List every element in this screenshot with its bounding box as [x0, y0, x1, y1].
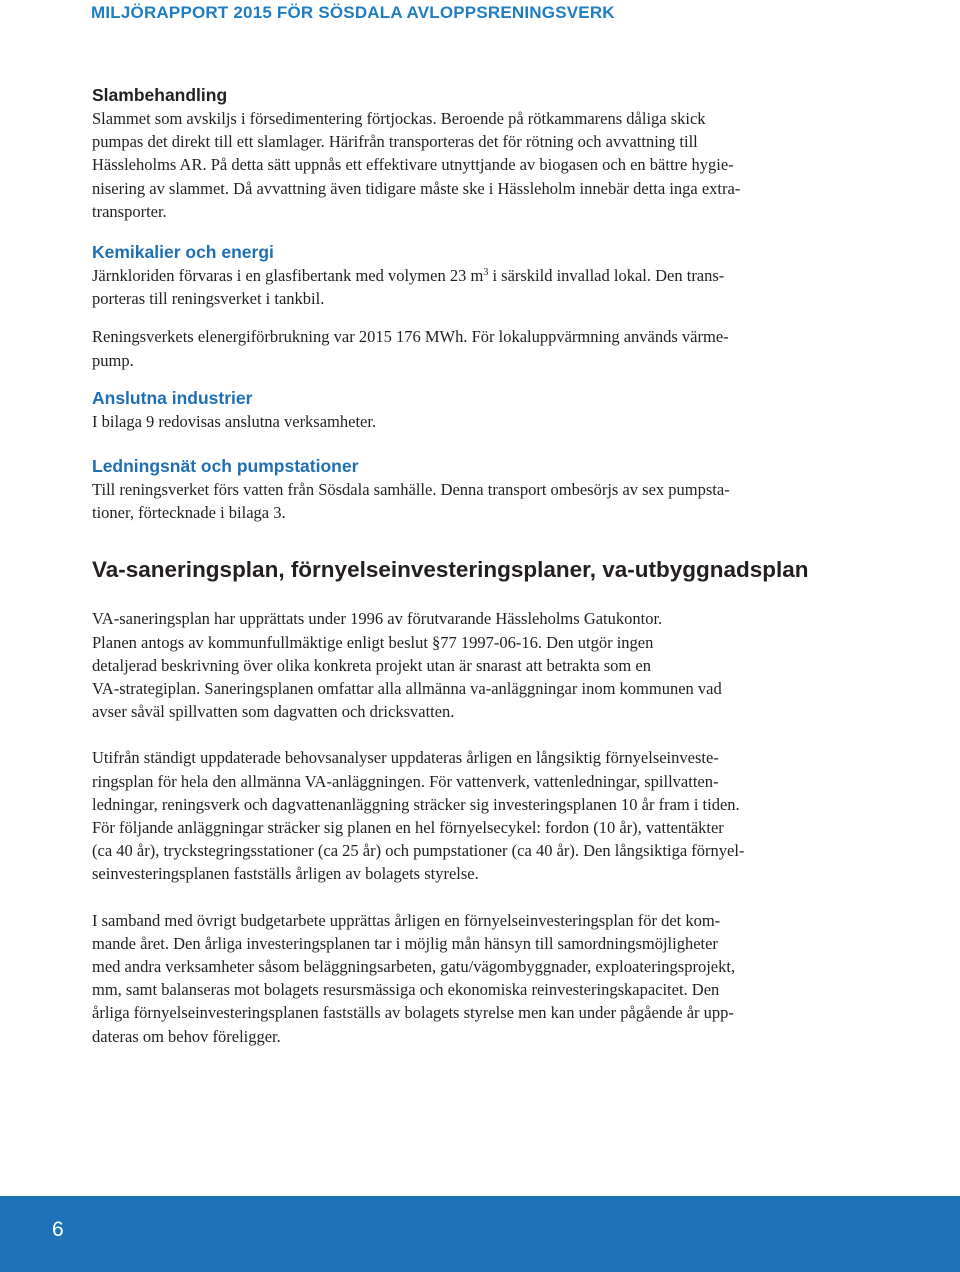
paragraph-slambehandling — [92, 107, 820, 223]
text-line: transporter. — [92, 201, 167, 221]
text-line: ledningar, reningsverk och dagvattenanläggning sträcker sig investeringsplanen 10 år fram i tiden. — [92, 794, 740, 814]
section-heading-industrier: Anslutna industrier — [92, 387, 253, 408]
paragraph-industrier — [92, 410, 820, 433]
text-line: ringsplan för hela den allmänna VA-anläggningen. För vattenverk, vattenledningar, spillvatten- — [92, 771, 719, 791]
text-line: avser såväl spillvatten som dagvatten och dricksvatten. — [92, 702, 455, 722]
paragraph-va-3 — [92, 909, 820, 1048]
text-line: detaljerad beskrivning över olika konkreta projekt utan är snarast att betrakta som en — [92, 655, 651, 675]
footer-bar — [0, 1196, 960, 1272]
paragraph-kemikalier — [92, 264, 820, 310]
text-line: Slammet som avskiljs i försedimentering förtjockas. Beroende på rötkammarens dåliga skick — [92, 109, 706, 128]
text-line: seinvesteringsplanen fastställs årligen av bolagets styrelse. — [92, 864, 479, 884]
text-line — [92, 264, 820, 287]
text-line: Planen antogs av kommunfullmäktige enligt beslut §77 1997-06-16. Den utgör ingen — [92, 632, 654, 652]
paragraph-ledningsnat — [92, 478, 820, 524]
text-line: VA-strategiplan. Saneringsplanen omfattar alla allmänna va-anläggningar inom kommunen vad — [92, 679, 722, 699]
text-line: (ca 40 år), tryckstegringsstationer (ca 25 år) och pumpstationer (ca 40 år). Den långsiktiga förnyel- — [92, 841, 745, 861]
text-line: pumpas det direkt till ett slamlager. Härifrån transporteras det för rötning och avvattning till — [92, 132, 698, 152]
text-line: Till reningsverket förs vatten från Sösdala samhälle. Denna transport ombesörjs av sex pumpsta- — [92, 480, 730, 500]
text-line: nisering av slammet. Då avvattning även tidigare måste ske i Hässleholm innebär detta inga extra- — [92, 178, 741, 198]
text-fragment: i särskild invallad lokal. Den trans- — [488, 266, 725, 286]
text-line: För följande anläggningar sträcker sig planen en hel förnyelsecykel: fordon (10 år), vattentäkter — [92, 818, 724, 838]
text-line: I samband med övrigt budgetarbete upprättas årligen en förnyelseinvesteringsplan för det kom- — [92, 910, 721, 930]
text-line: med andra verksamheter såsom beläggningsarbeten, gatu/vägombyggnader, exploateringsprojekt, — [92, 957, 736, 977]
section-heading-va-saneringsplan: Va-saneringsplan, förnyelseinvesteringsplaner, va-utbyggnadsplan — [92, 557, 809, 583]
text-fragment: Järnkloriden förvaras i en glasfibertank med volymen 23 m — [92, 266, 484, 286]
text-line: porteras till reningsverket i tankbil. — [92, 289, 325, 309]
paragraph-va-1 — [92, 607, 820, 723]
text-line: tioner, förtecknade i bilaga 3. — [92, 503, 286, 523]
text-line: mm, samt balanseras mot bolagets resursmässiga och ekonomiska reinvesteringskapacitet. Den — [92, 980, 720, 1000]
text-line: I bilaga 9 redovisas anslutna verksamheter. — [92, 411, 377, 431]
text-line: pump. — [92, 350, 134, 370]
section-heading-slambehandling: Slambehandling — [92, 85, 228, 105]
section-heading-kemikalier: Kemikalier och energi — [92, 242, 274, 263]
superscript: 3 — [483, 267, 489, 279]
text-line: Utifrån ständigt uppdaterade behovsanalyser uppdateras årligen en långsiktig förnyelseinveste- — [92, 748, 719, 768]
page-number: 6 — [52, 1218, 64, 1241]
text-line: mande året. Den årliga investeringsplanen tar i möjlig mån hänsyn till samordningsmöjligheter — [92, 933, 718, 953]
page-content — [92, 83, 820, 1048]
paragraph-va-2 — [92, 746, 820, 885]
text-line: Hässleholms AR. På detta sätt uppnås ett effektivare utnyttjande av biogasen och en bättre hygie- — [92, 155, 734, 175]
section-heading-ledningsnat: Ledningsnät och pumpstationer — [92, 456, 359, 477]
text-line: årliga förnyelseinvesteringsplanen fastställs av bolagets styrelse men kan under pågående år upp- — [92, 1003, 734, 1023]
text-line: VA-saneringsplan har upprättats under 1996 av förutvarande Hässleholms Gatukontor. — [92, 609, 663, 629]
text-line: dateras om behov föreligger. — [92, 1026, 281, 1046]
text-line: Reningsverkets elenergiförbrukning var 2015 176 MWh. För lokaluppvärmning används värme- — [92, 327, 729, 347]
paragraph-energi — [92, 325, 820, 371]
report-header-title: MILJÖRAPPORT 2015 FÖR SÖSDALA AVLOPPSRENINGSVERK — [91, 3, 615, 22]
